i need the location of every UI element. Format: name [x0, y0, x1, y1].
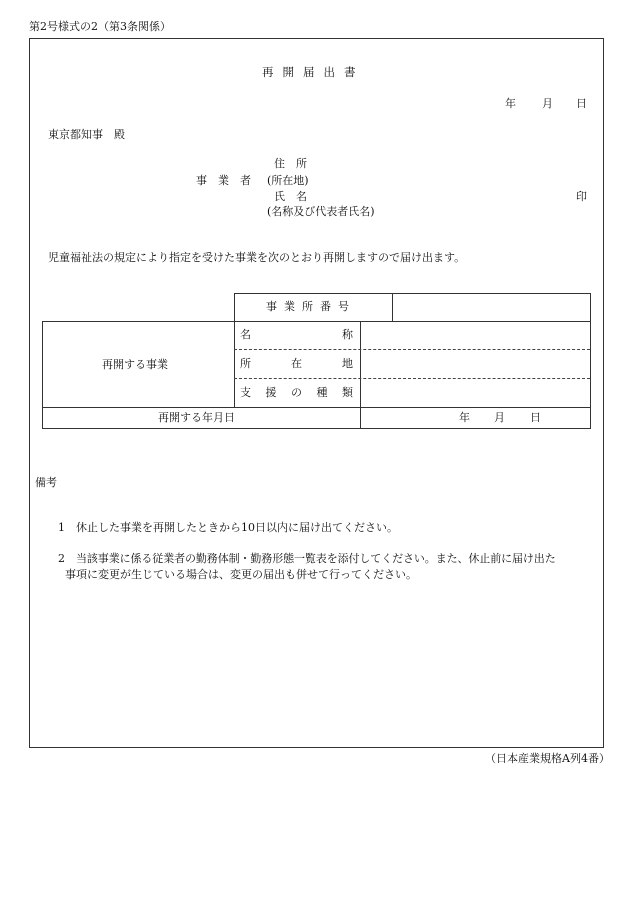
- statement: 児童福祉法の規定により指定を受けた事業を次のとおり再開しますので届け出ます。: [48, 251, 466, 264]
- note-2-text-line-1: 当該事業に係る従業者の勤務体制・勤務形態一覧表を添付してください。また、休止前に届け出た: [76, 552, 556, 565]
- business-group-label: 再開する事業: [102, 358, 168, 371]
- table-top-line: [234, 293, 591, 294]
- table-business-bottom-line: [42, 407, 591, 408]
- row-support-char-1: 支: [240, 386, 251, 399]
- seal-mark: 印: [576, 190, 587, 203]
- note-2-text-line-2: 事項に変更が生じている場合は、変更の届出も併せて行ってください。: [65, 568, 417, 581]
- table-office-bottom-line: [42, 321, 591, 322]
- table-dash-line-1: [234, 349, 590, 350]
- applicant-name-label: 氏 名: [274, 190, 307, 203]
- row-name-char-2: 称: [342, 328, 353, 341]
- reopen-month-label: 月: [494, 411, 505, 424]
- table-left-edge: [42, 321, 43, 429]
- note-2-number: 2: [58, 552, 65, 565]
- row-location-char-3: 地: [342, 357, 353, 370]
- note-1-text: 休止した事業を再開したときから10日以内に届け出てください。: [76, 521, 398, 534]
- paper-size-note: （日本産業規格A列4番）: [485, 752, 610, 765]
- remarks-heading: 備考: [35, 476, 57, 489]
- row-name-label: [240, 329, 353, 340]
- reopen-day-label: 日: [530, 411, 541, 424]
- table-bottom-line: [42, 428, 591, 429]
- table-office-divider: [392, 293, 393, 321]
- reopen-date-label: 再開する年月日: [158, 411, 235, 424]
- row-location-char-2: 在: [291, 357, 302, 370]
- table-value-divider: [360, 321, 361, 429]
- row-support-label: [240, 387, 353, 398]
- note-1-number: 1: [58, 521, 65, 534]
- form-title: 再開届出書: [262, 65, 365, 79]
- table-dash-line-2: [234, 378, 590, 379]
- reopen-year-label: 年: [459, 411, 470, 424]
- addressee: 東京都知事 殿: [48, 128, 125, 141]
- table-right-edge: [590, 293, 591, 429]
- date-month-label: 月: [542, 97, 553, 110]
- row-support-char-2: 援: [265, 386, 277, 399]
- office-number-label: 事業所番号: [266, 300, 356, 313]
- applicant-location-label: (所在地): [267, 174, 309, 187]
- applicant-label: 事 業 者: [196, 174, 251, 187]
- row-support-char-3: の: [291, 386, 302, 399]
- form-id: 第2号様式の2（第3条関係）: [29, 20, 171, 33]
- row-location-label: [240, 358, 353, 369]
- applicant-rep-label: (名称及び代表者氏名): [267, 205, 375, 218]
- row-location-char-1: 所: [240, 357, 251, 370]
- date-day-label: 日: [576, 97, 587, 110]
- row-support-char-4: 種: [316, 386, 328, 399]
- applicant-address-label: 住 所: [274, 157, 307, 170]
- table-label-divider: [234, 293, 235, 407]
- row-name-char-1: 名: [240, 328, 251, 341]
- row-support-char-5: 類: [342, 386, 353, 399]
- date-year-label: 年: [505, 97, 516, 110]
